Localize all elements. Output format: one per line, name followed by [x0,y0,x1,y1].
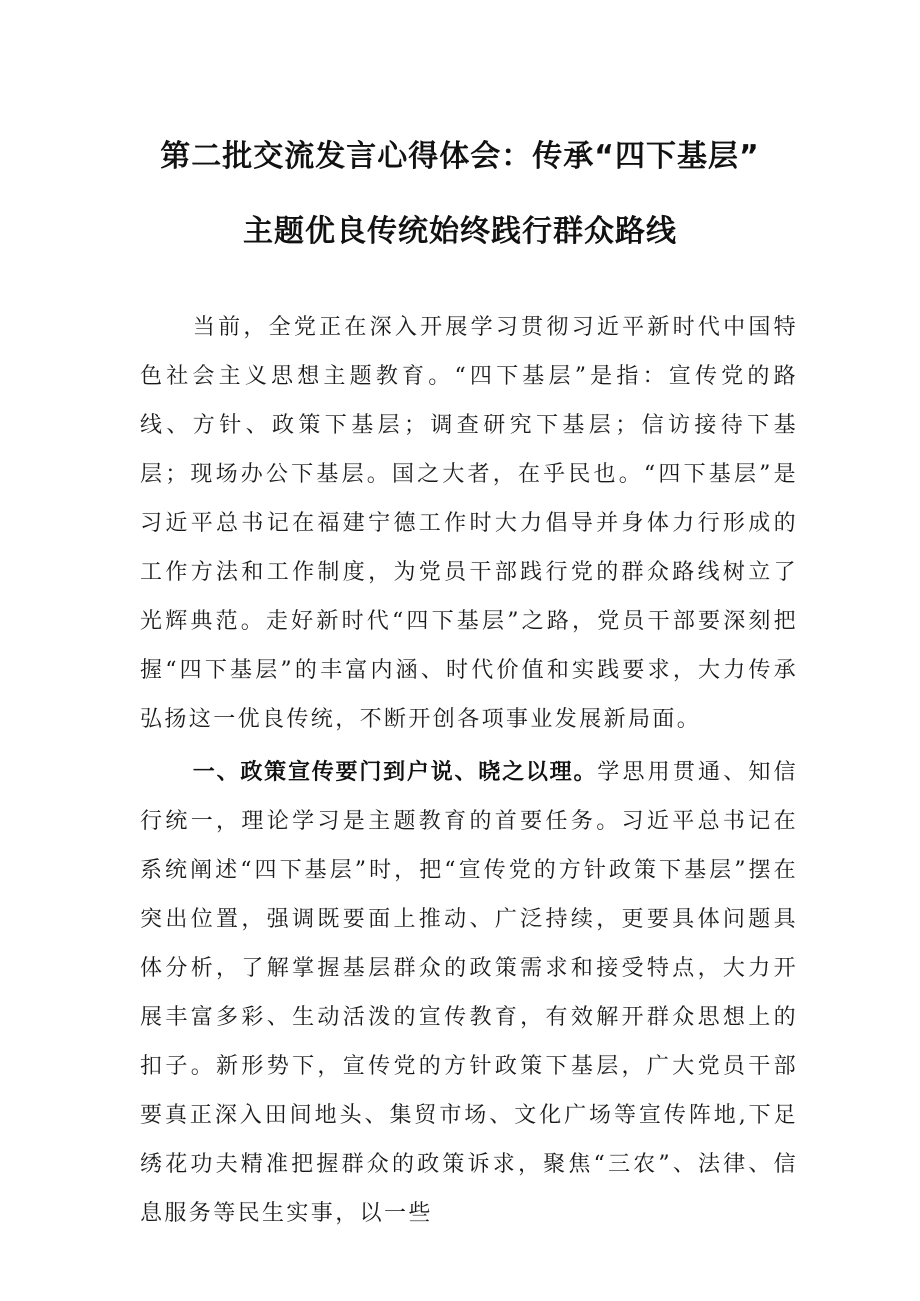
document-title-line-1: 第二批交流发言心得体会：传承“四下基层” [160,139,760,174]
section-1-heading: 一、政策宣传要门到户说、晓之以理。 [192,760,598,785]
document-title-line-2: 主题优良传统始终践行群众路线 [243,214,677,249]
paragraph-intro [140,303,798,744]
section-1-text: 学思用贯通、知信行统一，理论学习是主题教育的首要任务。习近平总书记在系统阐述“四下基层”时，把“宣传党的方针政策下基层”摆在突出位置，强调既要面上推动、广泛持续，更要具体问题具体分析，了解掌握基层群众的政策需求和接受特点，大力开展丰富多彩、生动活泼的宣传教育，有效解开群众思想上的扣子。新形势下，宣传党的方针政策下基层，广大党员干部要真正深入田间地头、集贸市场、文化广场等宣传阵地,下足绣花功夫精准把握群众的政策诉求，聚焦“三农”、法律、信息服务等民生实事，以一些 [140,760,798,1226]
paragraph-section-1 [140,748,798,1238]
paragraph-intro-text: 当前，全党正在深入开展学习贯彻习近平新时代中国特色社会主义思想主题教育。“四下基层”是指：宣传党的路线、方针、政策下基层；调查研究下基层；信访接待下基层；现场办公下基层。国之大者，在乎民也。“四下基层”是习近平总书记在福建宁德工作时大力倡导并身体力行形成的工作方法和工作制度，为党员干部践行党的群众路线树立了光辉典范。走好新时代“四下基层”之路，党员干部要深刻把握“四下基层”的丰富内涵、时代价值和实践要求，大力传承弘扬这一优良传统，不断开创各项事业发展新局面。 [140,315,798,732]
